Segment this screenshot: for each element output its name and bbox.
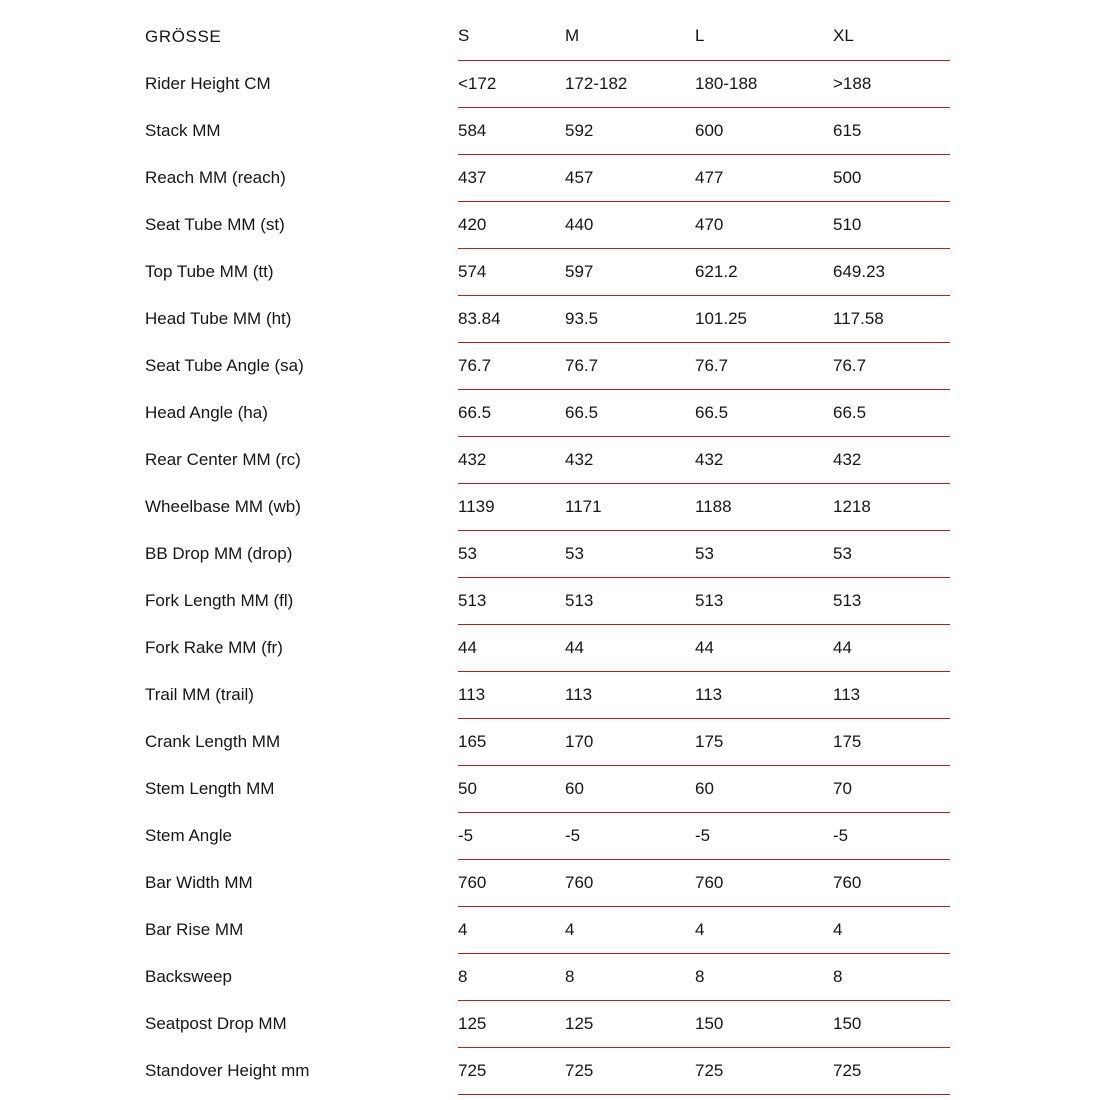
cell-value: 477	[695, 154, 833, 201]
table-row	[145, 107, 950, 154]
cell-value: 53	[833, 530, 950, 577]
cell-value: 66.5	[833, 389, 950, 436]
cell-value: 725	[565, 1047, 695, 1094]
cell-value: 440	[565, 201, 695, 248]
cell-value: 117.58	[833, 295, 950, 342]
cell-value: 4	[458, 906, 565, 953]
cell-value: 592	[565, 107, 695, 154]
cell-value: 574	[458, 248, 565, 295]
cell-value: 83.84	[458, 295, 565, 342]
table-header-row	[145, 13, 950, 60]
geometry-table-body	[145, 60, 950, 1094]
geometry-table	[145, 13, 950, 1095]
row-label: Stem Angle	[145, 825, 232, 845]
table-row	[145, 859, 950, 906]
table-row	[145, 248, 950, 295]
table-row	[145, 765, 950, 812]
cell-value: 165	[458, 718, 565, 765]
row-label: Stem Length MM	[145, 778, 275, 798]
cell-value: 437	[458, 154, 565, 201]
cell-value: 1218	[833, 483, 950, 530]
cell-value: 66.5	[565, 389, 695, 436]
row-label: Crank Length MM	[145, 731, 281, 751]
row-label: Reach MM (reach)	[145, 167, 286, 187]
cell-value: 113	[695, 671, 833, 718]
row-label: Fork Rake MM (fr)	[145, 637, 283, 657]
table-row	[145, 671, 950, 718]
table-row	[145, 436, 950, 483]
cell-value: -5	[458, 812, 565, 859]
cell-value: 101.25	[695, 295, 833, 342]
cell-value: 457	[565, 154, 695, 201]
cell-value: 584	[458, 107, 565, 154]
cell-value: 175	[833, 718, 950, 765]
table-row	[145, 812, 950, 859]
table-row	[145, 1047, 950, 1094]
cell-value: 1188	[695, 483, 833, 530]
cell-value: 8	[833, 953, 950, 1000]
row-label: Top Tube MM (tt)	[145, 261, 274, 281]
cell-value: 420	[458, 201, 565, 248]
cell-value: 44	[565, 624, 695, 671]
cell-value: 180-188	[695, 60, 833, 107]
cell-value: 113	[833, 671, 950, 718]
cell-value: 432	[565, 436, 695, 483]
table-row	[145, 389, 950, 436]
cell-value: 513	[695, 577, 833, 624]
cell-value: 66.5	[695, 389, 833, 436]
cell-value: 70	[833, 765, 950, 812]
cell-value: 44	[458, 624, 565, 671]
cell-value: 50	[458, 765, 565, 812]
cell-value: 4	[695, 906, 833, 953]
cell-value: 760	[833, 859, 950, 906]
cell-value: 8	[458, 953, 565, 1000]
cell-value: 615	[833, 107, 950, 154]
column-header-l: L	[695, 13, 833, 60]
table-row	[145, 60, 950, 107]
row-label: Wheelbase MM (wb)	[145, 496, 301, 516]
row-label: Bar Rise MM	[145, 919, 244, 939]
cell-value: 125	[458, 1000, 565, 1047]
column-header-xl: XL	[833, 13, 950, 60]
cell-value: 1171	[565, 483, 695, 530]
row-label: BB Drop MM (drop)	[145, 543, 293, 563]
cell-value: 760	[695, 859, 833, 906]
cell-value: 760	[565, 859, 695, 906]
row-label: Backsweep	[145, 966, 232, 986]
cell-value: 432	[458, 436, 565, 483]
cell-value: 113	[458, 671, 565, 718]
row-label: Standover Height mm	[145, 1060, 310, 1080]
cell-value: 600	[695, 107, 833, 154]
cell-value: 53	[458, 530, 565, 577]
cell-value: 4	[565, 906, 695, 953]
cell-value: 93.5	[565, 295, 695, 342]
row-label: Seatpost Drop MM	[145, 1013, 287, 1033]
cell-value: 513	[833, 577, 950, 624]
cell-value: -5	[565, 812, 695, 859]
row-label: Rear Center MM (rc)	[145, 449, 301, 469]
table-row	[145, 906, 950, 953]
cell-value: 175	[695, 718, 833, 765]
cell-value: 597	[565, 248, 695, 295]
cell-value: 170	[565, 718, 695, 765]
table-row	[145, 342, 950, 389]
cell-value: 725	[833, 1047, 950, 1094]
cell-value: 60	[695, 765, 833, 812]
row-label: Stack MM	[145, 120, 221, 140]
cell-value: 649.23	[833, 248, 950, 295]
cell-value: 125	[565, 1000, 695, 1047]
table-row	[145, 154, 950, 201]
table-row	[145, 1000, 950, 1047]
size-header-label: GRÖSSE	[145, 26, 222, 46]
cell-value: -5	[833, 812, 950, 859]
row-label: Bar Width MM	[145, 872, 253, 892]
cell-value: -5	[695, 812, 833, 859]
cell-value: 66.5	[458, 389, 565, 436]
table-row	[145, 530, 950, 577]
row-label: Seat Tube MM (st)	[145, 214, 285, 234]
cell-value: 76.7	[458, 342, 565, 389]
table-row	[145, 295, 950, 342]
cell-value: 76.7	[833, 342, 950, 389]
cell-value: 432	[833, 436, 950, 483]
cell-value: >188	[833, 60, 950, 107]
cell-value: 76.7	[565, 342, 695, 389]
cell-value: 4	[833, 906, 950, 953]
cell-value: 113	[565, 671, 695, 718]
cell-value: 500	[833, 154, 950, 201]
cell-value: 53	[565, 530, 695, 577]
table-row	[145, 624, 950, 671]
cell-value: 760	[458, 859, 565, 906]
cell-value: 725	[458, 1047, 565, 1094]
cell-value: <172	[458, 60, 565, 107]
cell-value: 44	[833, 624, 950, 671]
cell-value: 8	[565, 953, 695, 1000]
row-label: Fork Length MM (fl)	[145, 590, 294, 610]
cell-value: 1139	[458, 483, 565, 530]
table-row	[145, 953, 950, 1000]
cell-value: 513	[458, 577, 565, 624]
table-row	[145, 577, 950, 624]
cell-value: 53	[695, 530, 833, 577]
cell-value: 172-182	[565, 60, 695, 107]
column-header-s: S	[458, 13, 565, 60]
table-row	[145, 483, 950, 530]
cell-value: 60	[565, 765, 695, 812]
cell-value: 76.7	[695, 342, 833, 389]
row-label: Head Angle (ha)	[145, 402, 268, 422]
cell-value: 150	[833, 1000, 950, 1047]
cell-value: 513	[565, 577, 695, 624]
cell-value: 470	[695, 201, 833, 248]
row-label: Rider Height CM	[145, 73, 271, 93]
cell-value: 150	[695, 1000, 833, 1047]
row-label: Trail MM (trail)	[145, 684, 254, 704]
table-row	[145, 201, 950, 248]
row-label: Seat Tube Angle (sa)	[145, 355, 304, 375]
cell-value: 432	[695, 436, 833, 483]
column-header-m: M	[565, 13, 695, 60]
cell-value: 44	[695, 624, 833, 671]
table-row	[145, 718, 950, 765]
cell-value: 510	[833, 201, 950, 248]
cell-value: 621.2	[695, 248, 833, 295]
cell-value: 725	[695, 1047, 833, 1094]
cell-value: 8	[695, 953, 833, 1000]
row-label: Head Tube MM (ht)	[145, 308, 292, 328]
